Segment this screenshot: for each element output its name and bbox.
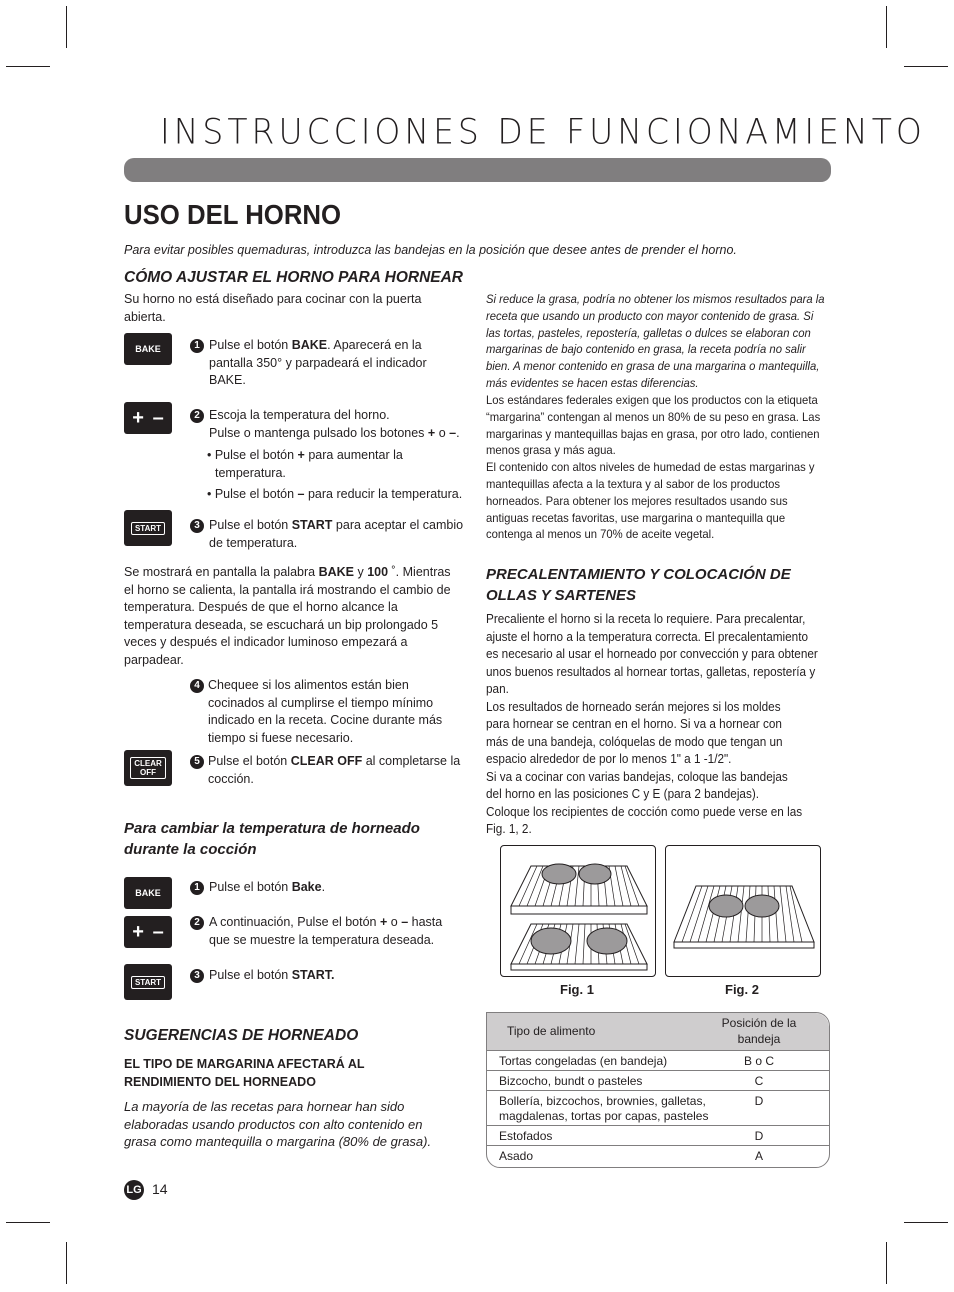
table-header: Tipo de alimento Posición de la bandeja	[487, 1013, 829, 1051]
plus-minus-button-icon: + –	[124, 916, 172, 948]
clear-off-button-icon: CLEAR OFF	[124, 750, 172, 786]
preheat-heading: PRECALENTAMIENTO Y COLOCACIÓN DE OLLAS Y SARTENES	[486, 566, 791, 604]
change-step-1: 1 Pulse el botón Bake.	[190, 879, 480, 897]
crop-mark	[66, 6, 67, 48]
change-temp-heading: Para cambiar la temperatura de horneado durante la cocción	[124, 820, 420, 858]
step-3: 3 Pulse el botón START para aceptar el cambio de temperatura.	[190, 517, 480, 552]
lg-logo: LG	[124, 1180, 144, 1200]
step-5: 5 Pulse el botón CLEAR OFF al completarse la cocción.	[190, 753, 480, 788]
fig2-label: Fig. 2	[725, 982, 759, 997]
start-button-icon: START	[124, 510, 172, 546]
table-row: Bizcocho, bundt o pasteles C	[487, 1071, 829, 1091]
step-2: 2 Escoja la temperatura del horno. Pulse o mantenga pulsado los botones + o –.	[190, 407, 480, 442]
crop-mark	[6, 1222, 50, 1223]
fig1-label: Fig. 1	[560, 982, 594, 997]
header-bar	[124, 158, 831, 182]
rack-position-table	[486, 1012, 830, 1168]
fat-italic-paragraph: Si reduce la grasa, podría no obtener los mismos resultados para la receta que usando un producto con mayor contenido de grasa. Si las tortas, pasteles, repostería, galletas o dulces se elaboran con margarinas de bajo contenido en grasa, la receta podría no salir bien. A menor contenido en grasa de una margarina o mantequilla, más evidentes se hacen estas diferencias.	[486, 292, 825, 390]
bake-intro: Su horno no está diseñado para cocinar con la puerta abierta.	[124, 292, 422, 324]
fig1-illustration	[500, 845, 656, 977]
table-row: Tortas congeladas (en bandeja) B o C	[487, 1051, 829, 1071]
change-step-3: 3 Pulse el botón START.	[190, 967, 480, 985]
page-number: 14	[152, 1181, 168, 1197]
bake-heading: CÓMO AJUSTAR EL HORNO PARA HORNEAR	[124, 269, 464, 286]
bake-button-icon: BAKE	[124, 877, 172, 909]
step-4: 4 Chequee si los alimentos están bien cocinados al cumplirse el tiempo mínimo indicado en la receta. Cocine durante más tiempo si fuese necesario.	[190, 677, 480, 747]
step-1: 1 Pulse el botón BAKE. Aparecerá en la pantalla 350° y parpadeará el indicador BAKE.	[190, 337, 470, 390]
section-title: USO DEL HORNO	[124, 199, 342, 230]
crop-mark	[886, 1242, 887, 1284]
tips-heading: SUGERENCIAS DE HORNEADO	[124, 1027, 359, 1044]
crop-mark	[904, 66, 948, 67]
bake-button-icon: BAKE	[124, 333, 172, 365]
table-row: Asado A	[499, 1149, 763, 1163]
crop-mark	[66, 1242, 67, 1284]
plus-minus-button-icon: + –	[124, 402, 172, 434]
margarine-paragraph: La mayoría de las recetas para hornear han sido elaboradas usando productos con alto contenido en grasa como mantequilla o margarina (80% de grasa).	[124, 1099, 432, 1149]
preheat-paragraph: Precaliente el horno si la receta lo requiere. Para precalentar, ajuste el horno a la temperatura correcta. El precalentamiento es necesario al usar el horneado por convección y para obtener unos buenos resultados al hornear tortas, galletas, repostería y pan. Los resultados de horneado serán mejores si los moldes para hornear se centran en el horno. Si va a hornear con más de una bandeja, colóquelas de modo que tengan un espacio alrededor de por lo menos 1" a 1 -1/2". Si va a cocinar con varias bandejas, coloque las bandejas del horno en las posiciones C y E (para 2 bandejas). Coloque los recipientes de cocción como puede verse en las Fig. 1, 2.	[486, 612, 818, 836]
bullet-decrease: • Pulse el botón – para reducir la temperatura.	[207, 487, 463, 501]
intro-text: Para evitar posibles quemaduras, introduzca las bandejas en la posición que desee antes de prender el horno.	[124, 243, 737, 257]
crop-mark	[6, 66, 50, 67]
margarine-standards-paragraph: Los estándares federales exigen que los productos con la etiqueta “margarina” contengan al menos un 80% de su peso en grasa. Las margarinas y mantequillas bajas en grasa, por otro lado, contienen menos grasa y más agua. El contenido con altos niveles de humedad de estas margarinas y mantequillas afecta a la textura y al sabor de los productos horneados. Para obtener los mejores resultados usando sus antiguas recetas favoritas, use margarina o mantequilla que contenga al menos un 70% de aceite vegetal.	[486, 393, 821, 542]
crop-mark	[904, 1222, 948, 1223]
display-paragraph: Se mostrará en pantalla la palabra BAKE y 100 ˚. Mientras el horno se calienta, la pantalla irá mostrando el cambio de temperatura. Después de que el horno alcance la temperatura deseada, se escuchará un bip prolongado 5 veces y después el indicador luminoso empezará a parpadear.	[124, 565, 451, 667]
margarine-heading: EL TIPO DE MARGARINA AFECTARÁ AL RENDIMIENTO DEL HORNEADO	[124, 1057, 365, 1089]
start-button-icon: START	[124, 964, 172, 1000]
crop-mark	[886, 6, 887, 48]
table-row: Estofados D	[487, 1126, 829, 1146]
table-row: Bollería, bizcochos, brownies, galletas, magdalenas, tortas por capas, pasteles D	[487, 1091, 829, 1126]
change-step-2: 2 A continuación, Pulse el botón + o – hasta que se muestre la temperatura deseada.	[190, 914, 480, 949]
page-title: INSTRUCCIONES DE FUNCIONAMIENTO	[160, 111, 926, 152]
fig2-illustration	[665, 845, 821, 977]
bullet-increase: • Pulse el botón + para aumentar la temperatura.	[207, 448, 403, 480]
